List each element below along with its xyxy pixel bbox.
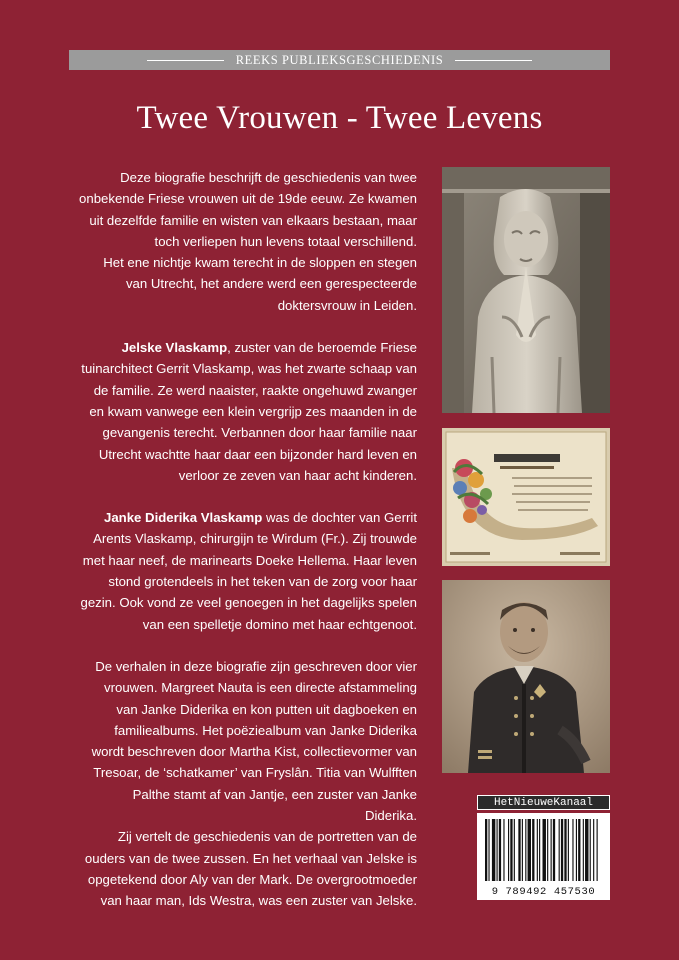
text-line: gezin. Ook vond ze veel genoegen in het dagelijks spelen <box>80 595 417 611</box>
text-line: Deze biografie beschrijft de geschiedenis van twee <box>120 170 417 185</box>
barcode-bar <box>514 819 515 881</box>
barcode-bar <box>539 819 540 881</box>
officer-portrait-photo <box>442 580 610 773</box>
text-line: tuinarchitect Gerrit Vlaskamp, was het zwarte schaap van <box>81 361 417 377</box>
statue-photo <box>442 167 610 413</box>
barcode-bar <box>590 819 591 881</box>
barcode-bar <box>537 819 538 881</box>
text-line: doktersvrouw in Leiden. <box>277 297 417 313</box>
text-line: van Janke Diderika en kon putten uit dagboeken en <box>116 701 417 717</box>
text-line: Palthe stamt af van Jantje, een zuster van Janke Diderika. <box>132 786 417 824</box>
text-line: en kwam vanwege een klein vergrijp zes maanden in de <box>89 403 417 419</box>
barcode-bar <box>510 819 512 881</box>
text-line: Arents Vlaskamp, chirurgijn te Wirdum (Fr.). Zij trouwde <box>93 531 417 547</box>
text-line: Utrecht wachtte haar daar een bijzonder hard leven en <box>98 446 417 462</box>
series-banner <box>69 50 610 70</box>
text-line: verloor ze zeven van haar acht kinderen. <box>178 467 417 483</box>
barcode-bar <box>497 819 498 881</box>
text-line: opgetekend door Aly van der Mark. De overgrootmoeder <box>87 871 417 887</box>
barcode-bar <box>492 819 495 881</box>
isbn-barcode <box>477 813 610 900</box>
barcode-bar <box>576 819 577 881</box>
barcode-bar <box>485 819 487 881</box>
isbn-digits: 9 789492 457530 <box>491 886 596 898</box>
text-line: van Utrecht, het andere werd een gerespecteerde <box>125 276 417 292</box>
text-line: met haar neef, de marinearts Doeke Hellema. Haar leven <box>82 552 417 568</box>
barcode-bar <box>561 819 563 881</box>
barcode-bar <box>532 819 534 881</box>
text-line: was de dochter van Gerrit <box>262 510 417 526</box>
barcode-bar <box>553 819 555 881</box>
text-line: wordt beschreven door Martha Kist, collectievormer van <box>91 744 417 760</box>
text-line: Tresoar, de ‘schatkamer’ van Fryslân. Titia van Wulfften <box>93 765 417 781</box>
barcode-bar <box>488 819 489 881</box>
blurb-column <box>77 167 417 933</box>
jelske-paragraph <box>77 337 417 486</box>
barcode-bar <box>528 819 531 881</box>
barcode-bar <box>551 819 552 881</box>
barcode-bar <box>593 819 594 881</box>
barcode-bar <box>583 819 584 881</box>
barcode-bar <box>508 819 509 881</box>
text-line: gevangenis terecht. Verbannen door haar familie naar <box>102 425 417 441</box>
barcode-bars <box>477 813 610 885</box>
text-line: stond grotendeels in het teken van de zorg voor haar <box>108 574 417 590</box>
barcode-bar <box>559 819 560 881</box>
barcode-bar <box>522 819 523 881</box>
certificate-photo <box>442 428 610 566</box>
barcode-bar <box>564 819 566 881</box>
text-line: Het ene nichtje kwam terecht in de sloppen en stegen <box>103 255 417 271</box>
book-title: Twee Vrouwen - Twee Levens <box>136 100 543 136</box>
barcode-bar <box>525 819 526 881</box>
text-line: , zuster van de beroemde Friese <box>227 340 417 356</box>
barcode-bar <box>503 819 504 881</box>
barcode-bar <box>543 819 546 881</box>
intro-paragraph <box>77 167 417 316</box>
text-line: uit dezelfde familie en wisten van elkaars bestaan, maar <box>89 212 417 228</box>
text-line: van haar man, Ids Westra, was een zuster van Jelske. <box>100 893 417 909</box>
text-line: vrouwen. Margreet Nauta is een directe afstammeling <box>104 680 417 696</box>
text-line: ouders van de twee zussen. En het verhaal van Jelske is <box>84 850 417 866</box>
text-line: onbekende Friese vrouwen uit de 19de eeuw. Ze kwamen <box>79 191 417 207</box>
barcode-bar <box>597 819 598 881</box>
text-line: van een spelletje domino met haar echtgenoot. <box>142 616 417 632</box>
authors-paragraph <box>77 656 417 912</box>
banner-rule-right <box>455 60 532 61</box>
barcode-bar <box>578 819 580 881</box>
barcode-bar <box>572 819 573 881</box>
janke-paragraph <box>77 507 417 635</box>
jelske-name: Jelske Vlaskamp <box>121 340 228 356</box>
text-line: familiealbums. Het poëziealbum van Janke Diderika <box>114 722 417 738</box>
barcode-bar <box>547 819 548 881</box>
janke-name: Janke Diderika Vlaskamp <box>103 510 263 526</box>
text-line: de familie. Ze werd naaister, raakte ongehuwd zwanger <box>93 382 417 398</box>
barcode-bar <box>568 819 569 881</box>
series-label: REEKS PUBLIEKSGESCHIEDENIS <box>235 52 444 67</box>
banner-rule-left <box>147 60 224 61</box>
text-line: Zij vertelt de geschiedenis van de portretten van de <box>117 829 417 845</box>
barcode-bar <box>499 819 501 881</box>
text-line: toch verliepen hun levens totaal verschillend. <box>154 233 417 249</box>
text-line: De verhalen in deze biografie zijn geschreven door vier <box>95 658 417 674</box>
barcode-bar <box>518 819 520 881</box>
barcode-bar <box>585 819 588 881</box>
publisher-logo: HetNieuweKanaal <box>477 795 610 810</box>
